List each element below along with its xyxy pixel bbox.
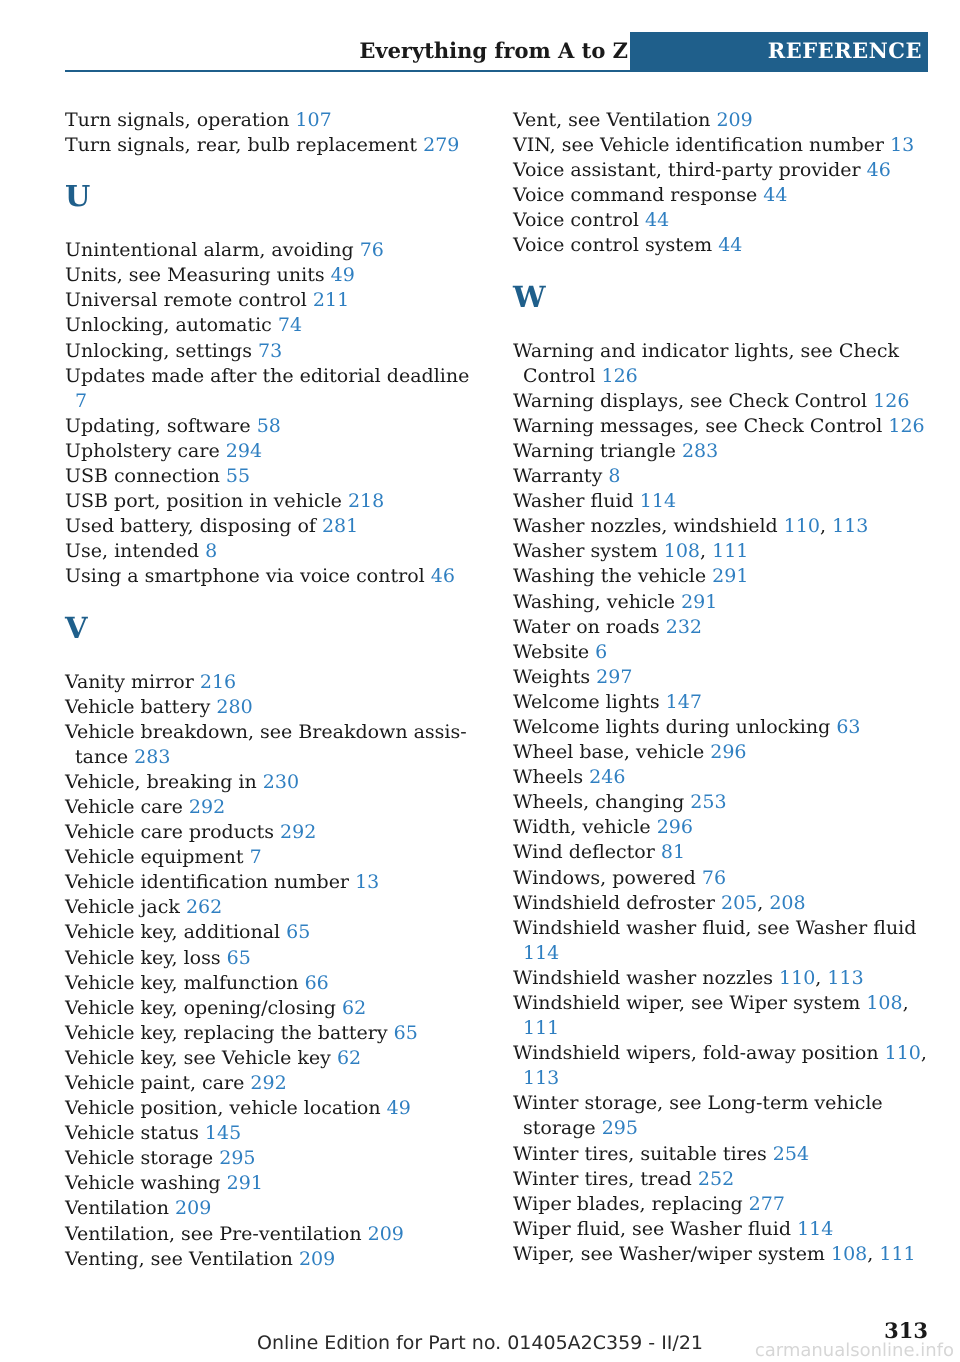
page-reference-link[interactable]: 7 xyxy=(249,846,262,869)
index-entry xyxy=(65,1096,485,1121)
page-reference-link[interactable]: 66 xyxy=(304,971,329,994)
index-entry xyxy=(513,133,933,158)
index-entry xyxy=(513,740,933,765)
index-entry-term: USB connection xyxy=(65,465,220,488)
index-entry xyxy=(65,946,485,971)
index-entry xyxy=(65,1196,485,1221)
index-entry-term: Upholstery care xyxy=(65,439,220,462)
page-reference-link[interactable]: 74 xyxy=(277,314,303,337)
page-reference-link[interactable]: 62 xyxy=(336,1046,362,1069)
page-reference-link[interactable]: 218 xyxy=(347,490,385,513)
index-entry xyxy=(65,1247,485,1272)
page-reference-link[interactable]: 44 xyxy=(645,209,670,232)
page-reference-link[interactable]: 230 xyxy=(262,770,300,793)
index-entry-term: Windshield wiper, see Wiper system xyxy=(513,992,861,1014)
page-reference-link[interactable]: 291 xyxy=(712,565,749,588)
index-entry-term: Vanity mirror xyxy=(65,670,194,693)
page-reference-link[interactable]: 145 xyxy=(204,1122,242,1145)
page-reference-link[interactable]: 279 xyxy=(423,134,460,157)
watermark: carmanualsonline.info xyxy=(754,1340,954,1361)
index-entry xyxy=(513,866,933,891)
index-entry-term: Units, see Measuring units xyxy=(65,264,325,287)
index-entry xyxy=(65,1046,485,1071)
index-entry-term: Windshield washer nozzles xyxy=(513,966,773,989)
index-entry xyxy=(513,414,933,439)
index-letter-heading: W xyxy=(513,279,546,314)
page-reference-link[interactable]: 209 xyxy=(716,109,753,131)
page-reference-link[interactable]: 295 xyxy=(601,1117,638,1140)
page-reference-link[interactable]: 205 xyxy=(720,891,758,914)
index-entry xyxy=(513,183,933,208)
page-reference-link[interactable]: 209 xyxy=(175,1197,212,1220)
page-reference-link[interactable]: 277 xyxy=(748,1192,785,1215)
index-entry xyxy=(65,313,485,338)
index-entry-term: Welcome lights xyxy=(513,690,660,713)
index-entry xyxy=(65,514,485,539)
index-entry-term: Washer system xyxy=(513,540,658,563)
page-reference-link[interactable]: 46 xyxy=(430,565,455,588)
index-entry: Wiper, see Washer/wiper system 108, 111 xyxy=(513,1242,916,1265)
page-reference-link[interactable]: 46 xyxy=(866,159,891,182)
page-reference-link[interactable]: 211 xyxy=(312,289,350,312)
index-entry xyxy=(65,339,485,364)
index-entry-term: Washing the vehicle xyxy=(513,565,707,588)
page-reference-link[interactable]: 296 xyxy=(656,816,693,839)
page-reference-link[interactable]: 108 xyxy=(663,540,701,563)
index-entry xyxy=(65,971,485,996)
index-entry-term: Wiper, see Washer/wiper system xyxy=(513,1242,825,1265)
page-reference-link[interactable]: 262 xyxy=(185,896,223,919)
index-entry-term: Vehicle washing xyxy=(65,1172,221,1195)
index-entry-term: Vehicle key, opening/closing xyxy=(65,996,336,1019)
index-entry-term: Universal remote control xyxy=(65,289,307,312)
index-entry xyxy=(65,670,485,695)
index-entry-term: Ventilation xyxy=(65,1197,169,1220)
index-entry xyxy=(65,364,485,414)
index-entry-term: Windows, powered xyxy=(513,866,696,889)
index-entry-term: Wheels, changing xyxy=(513,791,685,814)
page-reference-link[interactable]: 6 xyxy=(595,640,608,663)
page-footer xyxy=(0,1318,960,1362)
index-column-left xyxy=(65,108,485,1272)
index-entry xyxy=(65,1171,485,1196)
page-reference-link[interactable]: 209 xyxy=(367,1222,404,1245)
index-entry-term: Warning messages, see Check Control xyxy=(513,414,883,437)
page-reference-link[interactable]: 111 xyxy=(712,540,749,563)
page-reference-link[interactable]: 108 xyxy=(866,992,903,1014)
index-entry-term: Vehicle key, see Vehicle key xyxy=(65,1046,331,1069)
page-reference-link[interactable]: 297 xyxy=(596,665,633,688)
index-entry-term: Warning triangle xyxy=(513,439,676,462)
index-entry-term: USB port, position in vehicle xyxy=(65,490,342,513)
page-reference-link[interactable]: 147 xyxy=(665,690,702,713)
index-entry-term: Vehicle care products xyxy=(65,821,274,844)
edition-note: Online Edition for Part no. 01405A2C359 - II/21 xyxy=(256,1332,703,1354)
index-entry-term: Vehicle status xyxy=(65,1122,199,1145)
index-entry: Windshield defroster 205, 208 xyxy=(513,891,806,914)
index-entry-term: Wind deflector xyxy=(513,841,655,864)
index-entry xyxy=(513,158,933,183)
index-entry xyxy=(513,339,933,389)
index-entry xyxy=(65,820,485,845)
index-entry-term: Ventilation, see Pre-ventilation xyxy=(65,1222,362,1245)
index-entry xyxy=(65,695,485,720)
index-entry xyxy=(513,765,933,790)
index-entry-term: Vehicle key, malfunction xyxy=(65,971,299,994)
index-entry-term: Unlocking, automatic xyxy=(65,314,272,337)
page-reference-link[interactable]: 280 xyxy=(216,695,253,718)
page-reference-link[interactable]: 73 xyxy=(258,339,283,362)
index-entry xyxy=(65,1222,485,1247)
header-section-tab: REFERENCE xyxy=(630,32,928,70)
index-entry-term: Used battery, disposing of xyxy=(65,515,316,538)
page-reference-link[interactable]: 283 xyxy=(681,439,719,462)
index-entry: Washer system 108, 111 xyxy=(513,540,749,563)
page-reference-link[interactable]: 63 xyxy=(836,715,861,738)
page-reference-link[interactable]: 49 xyxy=(386,1097,411,1120)
index-entry xyxy=(65,414,485,439)
index-entry-term: Warranty xyxy=(513,465,603,488)
index-entry-term: Washer nozzles, windshield xyxy=(513,515,778,538)
index-entry-term: Wiper fluid, see Washer fluid xyxy=(513,1217,792,1240)
index-entry xyxy=(65,1121,485,1146)
index-entry-term: Vehicle, breaking in xyxy=(65,770,257,793)
index-entry-term: Winter tires, suitable tires xyxy=(513,1142,767,1165)
page-reference-link[interactable]: 110 xyxy=(884,1042,921,1065)
index-entry-term: Voice control xyxy=(513,209,639,232)
page-reference-link[interactable]: 253 xyxy=(690,791,727,814)
page-reference-link[interactable]: 65 xyxy=(226,946,251,969)
index-entry-term: Wheel base, vehicle xyxy=(513,741,705,764)
page-reference-link[interactable]: 113 xyxy=(523,1067,560,1090)
index-entry-term: Vehicle paint, care xyxy=(65,1072,245,1094)
index-letter-heading: V xyxy=(65,610,88,645)
page-reference-link[interactable]: 111 xyxy=(523,1017,560,1040)
index-entry xyxy=(513,464,933,489)
index-entry xyxy=(65,288,485,313)
page-reference-link[interactable]: 232 xyxy=(665,615,702,638)
index-entry xyxy=(513,389,933,414)
index-entry xyxy=(65,539,485,564)
index-entry xyxy=(513,564,933,589)
index-entry-term: Windshield wipers, fold-away position xyxy=(513,1042,879,1065)
page-reference-link[interactable]: 126 xyxy=(888,414,925,437)
page-reference-link[interactable]: 44 xyxy=(763,184,788,207)
page-reference-link[interactable]: 292 xyxy=(250,1072,287,1094)
index-entry xyxy=(65,770,485,795)
page-reference-link[interactable]: 49 xyxy=(330,264,355,287)
index-entry-term: Updating, software xyxy=(65,414,251,437)
index-letter-heading: U xyxy=(65,179,91,214)
page-reference-link[interactable]: 76 xyxy=(359,239,384,262)
index-entry-term: Website xyxy=(513,640,590,663)
index-entry xyxy=(65,464,485,489)
index-entry xyxy=(513,1167,933,1192)
index-entry-term: Windshield washer fluid, see Washer fluid xyxy=(513,916,917,939)
index-entry-term: Vehicle position, vehicle location xyxy=(65,1097,381,1120)
index-entry-term: Turn signals, operation xyxy=(65,109,290,131)
index-entry xyxy=(513,690,933,715)
index-entry xyxy=(513,815,933,840)
index-entry xyxy=(65,263,485,288)
page-reference-link[interactable]: 113 xyxy=(827,966,864,989)
page-reference-link[interactable]: 283 xyxy=(134,745,171,768)
index-entry-term: Using a smartphone via voice control xyxy=(65,565,425,588)
index-entry-term: VIN, see Vehicle identification number xyxy=(513,134,885,157)
index-entry-term: Vehicle identification number xyxy=(65,871,350,894)
index-entry-term: Unlocking, settings xyxy=(65,339,252,362)
index-entry-term: Voice assistant, third-party provider xyxy=(513,159,861,182)
index-entry xyxy=(65,133,485,158)
page-reference-link[interactable]: 62 xyxy=(341,996,367,1019)
index-entry: Windshield wiper, see Wiper system 108, 111 xyxy=(513,992,909,1040)
page-reference-link[interactable]: 126 xyxy=(601,364,638,387)
page-reference-link[interactable]: 291 xyxy=(226,1172,263,1195)
page-reference-link[interactable]: 114 xyxy=(639,490,677,513)
index-entry-term: Wheels xyxy=(513,766,584,789)
index-entry xyxy=(513,615,933,640)
page-reference-link[interactable]: 55 xyxy=(225,465,251,488)
page-reference-link[interactable]: 209 xyxy=(298,1247,336,1270)
index-entry xyxy=(513,840,933,865)
header-title: Everything from A to Z xyxy=(359,38,628,63)
index-entry xyxy=(65,996,485,1021)
index-entry xyxy=(65,108,485,133)
page-reference-link[interactable]: 291 xyxy=(681,590,718,613)
index-entry xyxy=(513,208,933,233)
page-reference-link[interactable]: 65 xyxy=(286,921,311,944)
page-reference-link[interactable]: 110 xyxy=(783,515,821,538)
index-entry xyxy=(513,1217,933,1242)
index-entry xyxy=(65,1021,485,1046)
page-reference-link[interactable]: 113 xyxy=(832,515,869,538)
index-entry xyxy=(513,665,933,690)
index-entry-term: Vehicle equipment xyxy=(65,846,244,869)
index-entry xyxy=(65,870,485,895)
page-reference-link[interactable]: 8 xyxy=(608,465,621,488)
index-entry-term: Wiper blades, replacing xyxy=(513,1192,743,1215)
index-entry-term: Voice control system xyxy=(513,234,713,257)
index-entry xyxy=(513,439,933,464)
page-reference-link[interactable]: 296 xyxy=(710,741,747,764)
index-entry xyxy=(513,108,933,133)
index-entry-term: Weights xyxy=(513,665,591,688)
page-reference-link[interactable]: 295 xyxy=(219,1147,256,1170)
index-entry-term: Windshield defroster xyxy=(513,891,715,914)
index-entry-term: Vehicle storage xyxy=(65,1147,214,1170)
index-entry xyxy=(513,1192,933,1217)
index-entry xyxy=(513,1142,933,1167)
page-header xyxy=(65,32,928,72)
index-entry xyxy=(513,233,933,258)
page-reference-link[interactable]: 114 xyxy=(523,941,560,964)
page-reference-link[interactable]: 7 xyxy=(75,389,88,412)
index-entry-term: Vent, see Ventilation xyxy=(513,109,711,131)
page-reference-link[interactable]: 114 xyxy=(797,1217,834,1240)
page-reference-link[interactable]: 126 xyxy=(873,389,910,412)
index-entry xyxy=(513,489,933,514)
index-entry xyxy=(65,920,485,945)
page-reference-link[interactable]: 107 xyxy=(295,109,332,131)
index-entry: Washer nozzles, windshield 110, 113 xyxy=(513,515,869,538)
index-entry xyxy=(65,1071,485,1096)
page-reference-link[interactable]: 208 xyxy=(769,891,806,914)
index-entry xyxy=(513,715,933,740)
page-reference-link[interactable]: 58 xyxy=(256,414,281,437)
page-reference-link[interactable]: 13 xyxy=(355,871,380,894)
index-entry xyxy=(65,720,485,770)
index-entry-term: Width, vehicle xyxy=(513,816,651,839)
index-entry-term: Vehicle key, loss xyxy=(65,946,221,969)
page-reference-link[interactable]: 44 xyxy=(718,234,743,257)
index-entry-term: Vehicle care xyxy=(65,795,183,818)
index-entry-term: Voice command response xyxy=(513,184,758,207)
index-entry-term: Turn signals, rear, bulb replacement xyxy=(65,134,418,157)
page-reference-link[interactable]: 216 xyxy=(199,670,237,693)
index-entry xyxy=(65,489,485,514)
page-reference-link[interactable]: 292 xyxy=(188,795,226,818)
index-entry: Windshield wipers, fold-away position 110, 113 xyxy=(513,1042,927,1090)
page-reference-link[interactable]: 81 xyxy=(660,841,686,864)
index-entry xyxy=(65,564,485,589)
index-entry: Windshield washer nozzles 110, 113 xyxy=(513,966,864,989)
page-reference-link[interactable]: 8 xyxy=(205,540,218,563)
index-entry xyxy=(65,845,485,870)
index-entry-term: Washer fluid xyxy=(513,490,634,513)
page-reference-link[interactable]: 252 xyxy=(697,1167,735,1190)
page-reference-link[interactable]: 76 xyxy=(701,866,727,889)
index-entry-term: Washing, vehicle xyxy=(513,590,676,613)
index-entry xyxy=(513,640,933,665)
page-reference-link[interactable]: 111 xyxy=(879,1242,916,1265)
index-entry-term: Winter storage, see Long-term vehicle storage xyxy=(513,1092,883,1140)
page-number: 313 xyxy=(884,1318,928,1343)
page-reference-link[interactable]: 110 xyxy=(779,966,816,989)
index-entry-term: Vehicle breakdown, see Breakdown assistance xyxy=(65,720,467,768)
index-column-right xyxy=(513,108,933,1267)
index-entry xyxy=(65,439,485,464)
index-entry xyxy=(513,590,933,615)
index-entry-term: Vehicle battery xyxy=(65,695,211,718)
index-entry xyxy=(513,916,933,966)
index-entry-term: Updates made after the editorial deadline xyxy=(65,364,470,387)
index-entry-term: Unintentional alarm, avoiding xyxy=(65,239,354,262)
index-entry xyxy=(65,238,485,263)
page-reference-link[interactable]: 65 xyxy=(393,1021,418,1044)
page-reference-link[interactable]: 281 xyxy=(321,515,359,538)
index-entry-term: Welcome lights during unlocking xyxy=(513,715,831,738)
index-entry-term: Winter tires, tread xyxy=(513,1167,692,1190)
index-entry-term: Vehicle key, additional xyxy=(65,921,281,944)
index-entry-term: Water on roads xyxy=(513,615,660,638)
page-reference-link[interactable]: 254 xyxy=(772,1142,810,1165)
index-entry xyxy=(65,895,485,920)
index-entry-term: Warning displays, see Check Control xyxy=(513,389,868,412)
index-entry xyxy=(65,795,485,820)
index-entry-term: Warning and indicator lights, see Check Control xyxy=(513,339,899,387)
page-reference-link[interactable]: 13 xyxy=(890,134,915,157)
index-entry-term: Use, intended xyxy=(65,540,200,563)
index-entry xyxy=(513,1091,933,1141)
index-entry xyxy=(513,790,933,815)
index-entry-term: Vehicle jack xyxy=(65,896,180,919)
index-entry xyxy=(65,1146,485,1171)
page-reference-link[interactable]: 108 xyxy=(831,1242,868,1265)
index-entry-term: Vehicle key, replacing the battery xyxy=(65,1021,388,1044)
page-reference-link[interactable]: 246 xyxy=(589,766,626,789)
index-entry-term: Venting, see Ventilation xyxy=(65,1247,293,1270)
page-reference-link[interactable]: 294 xyxy=(225,439,263,462)
page-reference-link[interactable]: 292 xyxy=(280,821,317,844)
